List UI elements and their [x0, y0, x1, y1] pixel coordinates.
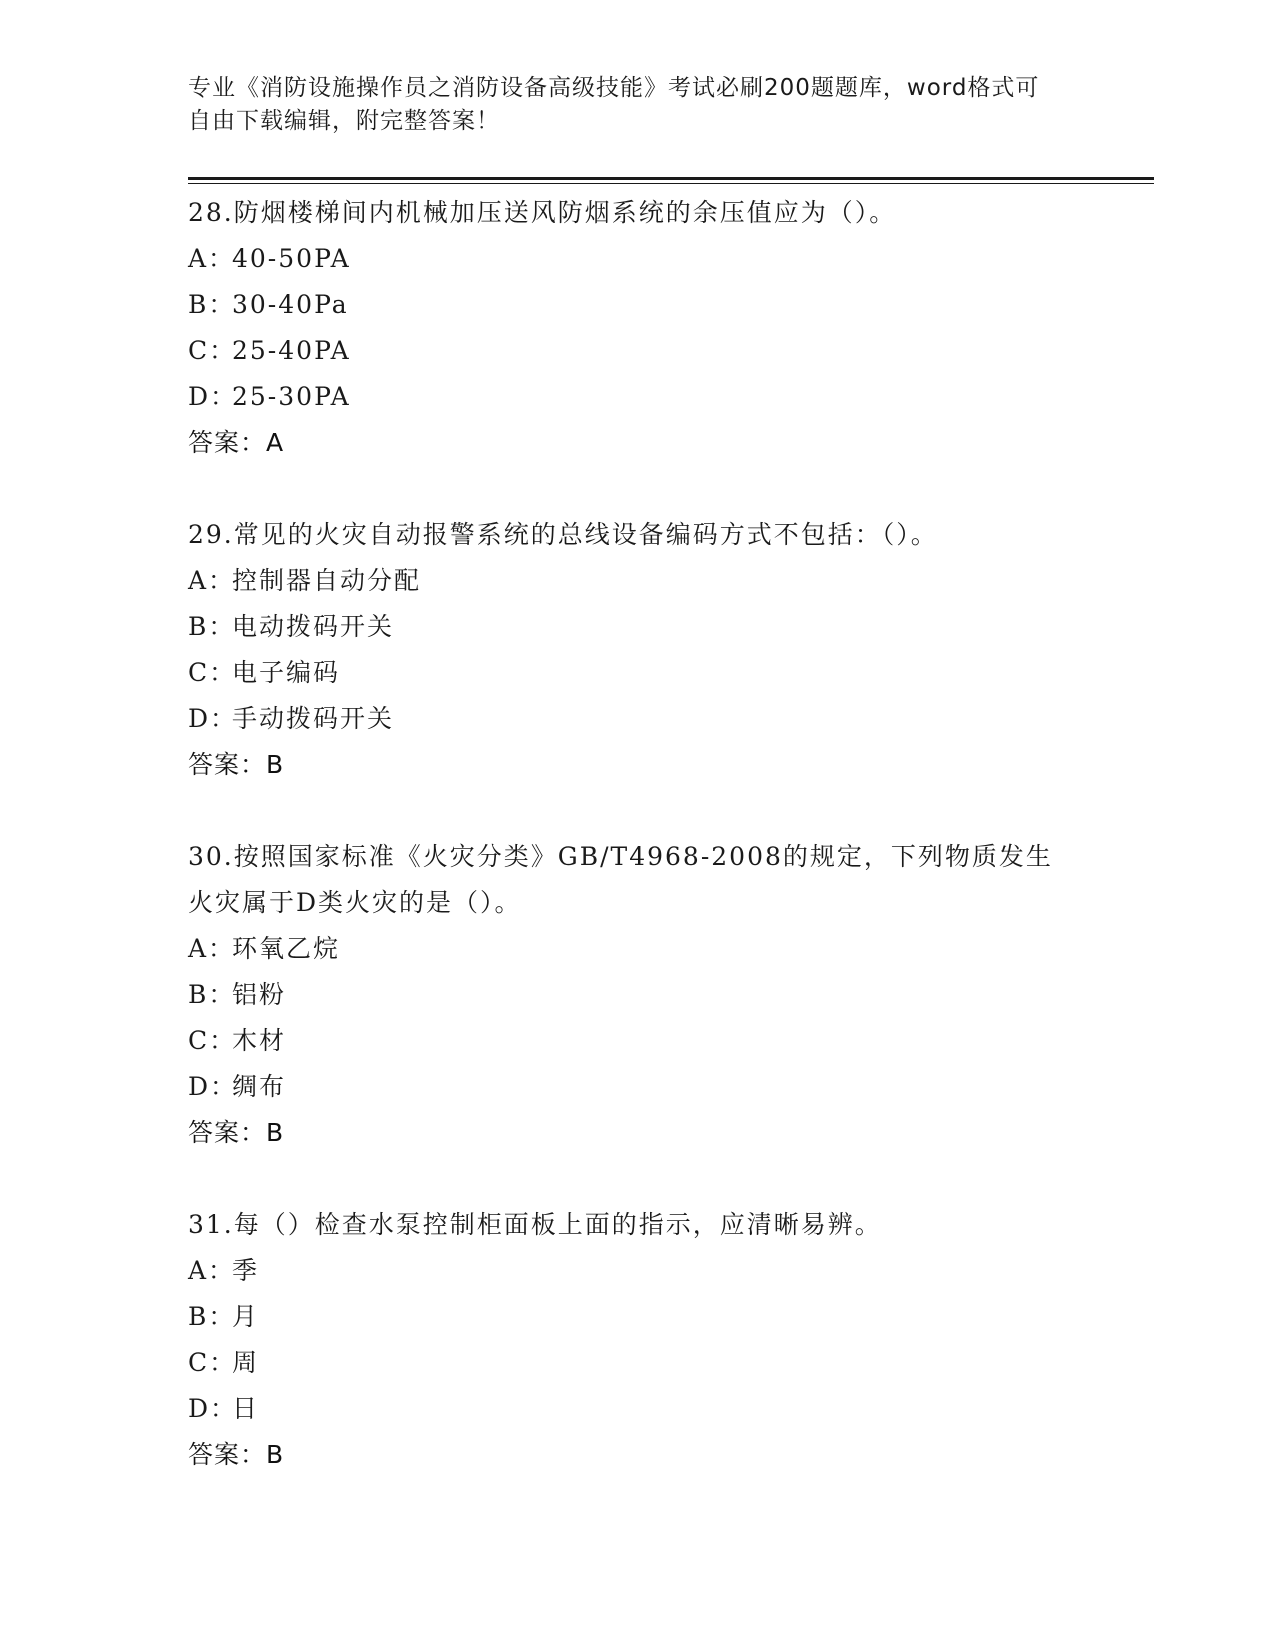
option-letter: A：	[188, 934, 236, 963]
option-b	[188, 972, 1088, 1018]
header-title-line-1: 专业《消防设施操作员之消防设备高级技能》考试必刷200题题库，word格式可	[188, 75, 1040, 101]
option-b	[188, 604, 1088, 650]
option-letter: B：	[188, 290, 236, 319]
question-stem-line-1: 29.常见的火灾自动报警系统的总线设备编码方式不包括：（）。	[188, 520, 938, 549]
option-letter: B：	[188, 612, 236, 641]
option-letter: B：	[188, 980, 236, 1009]
question-stem	[188, 512, 1068, 558]
document-header	[188, 72, 1068, 138]
option-text: 25-30PA	[232, 382, 351, 411]
option-letter: C：	[188, 658, 237, 687]
option-a	[188, 236, 1088, 282]
question-30	[188, 834, 1088, 1156]
option-letter: C：	[188, 1026, 237, 1055]
header-divider-thick	[188, 177, 1154, 180]
option-c	[188, 650, 1088, 696]
option-letter: A：	[188, 244, 236, 273]
answer-line: 答案：B	[188, 1118, 285, 1147]
option-letter: B：	[188, 1302, 236, 1331]
option-a	[188, 926, 1088, 972]
question-stem-line-1: 30.按照国家标准《火灾分类》GB/T4968-2008的规定，下列物质发生	[188, 842, 1053, 871]
header-divider-thin	[188, 183, 1154, 184]
answer-line: 答案：A	[188, 428, 285, 457]
option-letter: A：	[188, 566, 236, 595]
option-text: 日	[232, 1394, 260, 1423]
question-28	[188, 190, 1088, 466]
option-text: 25-40PA	[232, 336, 351, 365]
option-d	[188, 1064, 1088, 1110]
option-text: 铝粉	[232, 980, 287, 1009]
option-text: 季	[232, 1256, 260, 1285]
option-b	[188, 282, 1088, 328]
option-text: 绸布	[232, 1072, 287, 1101]
option-text: 木材	[232, 1026, 287, 1055]
option-a	[188, 558, 1088, 604]
option-c	[188, 328, 1088, 374]
option-d	[188, 374, 1088, 420]
option-text: 周	[232, 1348, 260, 1377]
option-text: 控制器自动分配	[232, 566, 422, 595]
question-31	[188, 1202, 1088, 1478]
option-text: 月	[232, 1302, 260, 1331]
question-stem-line-1: 31.每（）检查水泵控制柜面板上面的指示，应清晰易辨。	[188, 1210, 882, 1239]
option-text: 环氧乙烷	[232, 934, 341, 963]
option-d	[188, 696, 1088, 742]
option-text: 手动拨码开关	[232, 704, 395, 733]
question-29	[188, 512, 1088, 788]
question-stem	[188, 1202, 1068, 1248]
question-stem-line-2: 火灾属于D类火灾的是（）。	[188, 888, 522, 917]
option-a	[188, 1248, 1088, 1294]
answer-line: 答案：B	[188, 750, 285, 779]
option-b	[188, 1294, 1088, 1340]
question-stem	[188, 834, 1068, 926]
option-letter: C：	[188, 336, 237, 365]
option-text: 电子编码	[232, 658, 341, 687]
question-stem	[188, 190, 1068, 236]
option-letter: A：	[188, 1256, 236, 1285]
answer-line: 答案：B	[188, 1440, 285, 1469]
option-letter: C：	[188, 1348, 237, 1377]
option-text: 电动拨码开关	[232, 612, 395, 641]
option-letter: D：	[188, 1072, 238, 1101]
question-stem-line-1: 28.防烟楼梯间内机械加压送风防烟系统的余压值应为（）。	[188, 198, 897, 227]
option-letter: D：	[188, 704, 238, 733]
option-text: 40-50PA	[232, 244, 351, 273]
option-c	[188, 1018, 1088, 1064]
option-d	[188, 1386, 1088, 1432]
option-text: 30-40Pa	[232, 290, 349, 319]
option-letter: D：	[188, 1394, 238, 1423]
question-list	[188, 190, 1088, 1524]
header-title-line-2: 自由下载编辑，附完整答案！	[188, 108, 500, 134]
option-letter: D：	[188, 382, 238, 411]
option-c	[188, 1340, 1088, 1386]
